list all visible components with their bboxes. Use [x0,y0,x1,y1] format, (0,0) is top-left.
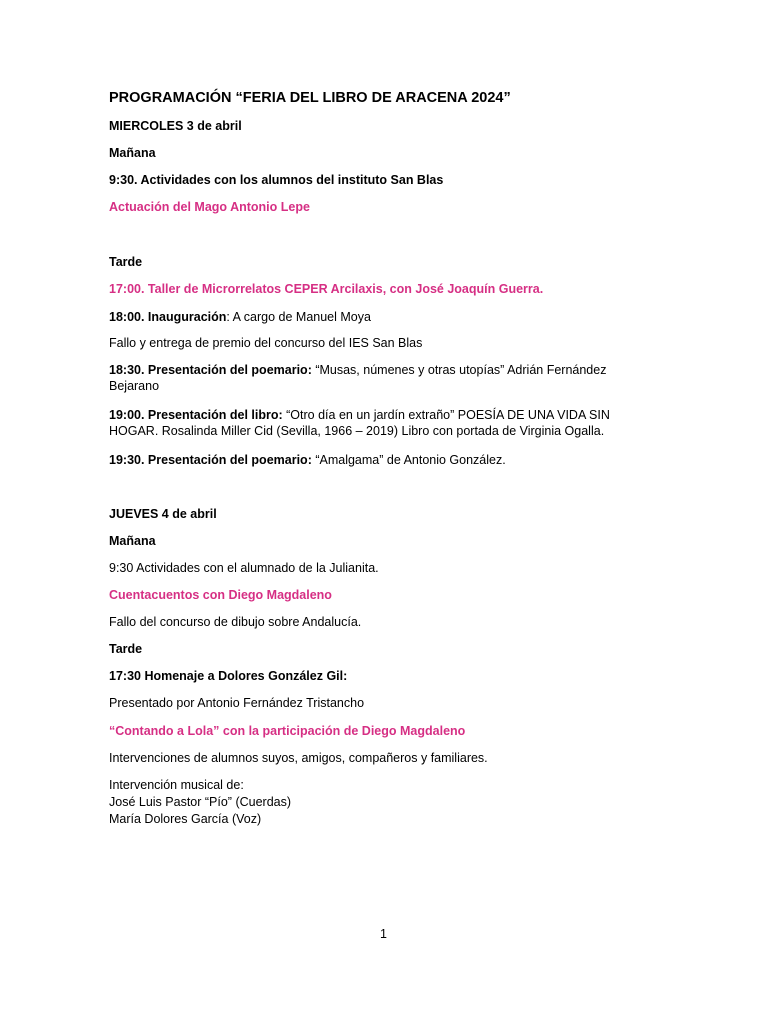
event-item: 17:30 Homenaje a Dolores González Gil: [109,669,348,683]
event-highlight: 17:00. Taller de Microrrelatos CEPER Arcilaxis, con José Joaquín Guerra. [109,282,544,296]
event-time-title: 19:30. Presentación del poemario: [109,453,312,467]
event-item: Intervención musical de: [109,778,244,792]
event-item [109,362,629,394]
event-highlight: “Contando a Lola” con la participación de Diego Magdaleno [109,724,466,738]
event-item [109,452,506,468]
event-item [109,309,371,325]
day-heading-thursday: JUEVES 4 de abril [109,507,217,521]
morning-label: Mañana [109,146,156,160]
event-time-title: 18:30. Presentación del poemario: [109,363,312,377]
event-detail: “Amalgama” de Antonio González. [311,453,506,467]
event-item: Fallo del concurso de dibujo sobre Andalucía. [109,615,362,629]
day-heading-wednesday: MIERCOLES 3 de abril [109,119,242,133]
event-highlight: Actuación del Mago Antonio Lepe [109,200,310,214]
event-detail: “Otro día en un jardín extraño” POESÍA DE UNA VIDA SIN HOGAR. Rosalinda Miller Cid (Sevilla, 1966 – 2019) Libro con portada de Virginia Ogalla. [109,408,610,438]
morning-label: Mañana [109,534,156,548]
event-item: María Dolores García (Voz) [109,812,262,826]
afternoon-label: Tarde [109,255,143,269]
event-item: 9:30 Actividades con el alumnado de la Julianita. [109,561,379,575]
event-detail: : A cargo de Manuel Moya [226,310,371,324]
event-highlight: Cuentacuentos con Diego Magdaleno [109,588,332,602]
page-title: PROGRAMACIÓN “FERIA DEL LIBRO DE ARACENA 2024” [109,90,511,106]
page-number: 1 [380,927,387,941]
event-item: 9:30. Actividades con los alumnos del instituto San Blas [109,173,444,187]
event-item: Presentado por Antonio Fernández Tristancho [109,696,365,710]
event-time-title: 18:00. Inauguración [109,310,227,324]
event-item: Fallo y entrega de premio del concurso del IES San Blas [109,336,423,350]
event-time-title: 19:00. Presentación del libro: [109,408,283,422]
event-item: Intervenciones de alumnos suyos, amigos, compañeros y familiares. [109,751,488,765]
event-item: José Luis Pastor “Pío” (Cuerdas) [109,795,292,809]
event-item [109,407,629,439]
afternoon-label: Tarde [109,642,143,656]
event-detail: “Musas, númenes y otras utopías” Adrián Fernández Bejarano [109,363,607,393]
